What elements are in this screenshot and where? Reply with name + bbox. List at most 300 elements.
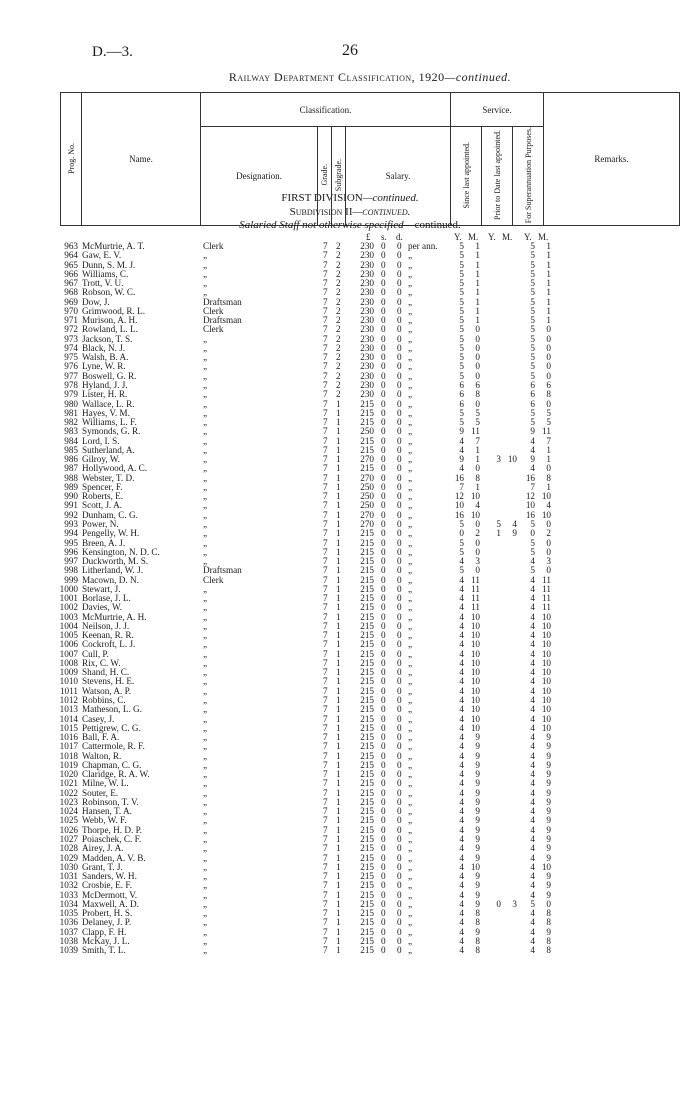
name: Murison, A. H. xyxy=(82,315,138,326)
salary-pence: 0 xyxy=(397,945,402,956)
since-months: 9 xyxy=(475,852,480,863)
subgrade: 1 xyxy=(336,454,341,465)
designation: „ xyxy=(203,528,208,539)
superannuation-header: For Superannuation Purposes. xyxy=(523,127,533,224)
super-months: 0 xyxy=(546,463,551,474)
designation: „ xyxy=(203,250,208,261)
since-months: 1 xyxy=(475,454,480,465)
salary-pounds: 250 xyxy=(360,426,374,437)
salary-pence: 0 xyxy=(397,268,402,279)
salary-period: „ xyxy=(408,463,413,474)
super-months: 11 xyxy=(542,426,551,437)
salary-pounds: 230 xyxy=(360,352,374,363)
prog-no: 991 xyxy=(64,500,78,511)
salary-shillings: 0 xyxy=(381,843,386,854)
salary-pounds: 215 xyxy=(360,880,374,891)
super-months: 10 xyxy=(541,667,551,678)
salary-pounds: 230 xyxy=(360,389,374,400)
super-years: 6 xyxy=(530,379,535,390)
grade: 7 xyxy=(323,611,328,622)
grade: 7 xyxy=(323,741,328,752)
salary-pounds: 250 xyxy=(360,481,374,492)
grade: 7 xyxy=(323,620,328,631)
super-months: 0 xyxy=(546,333,551,344)
since-months: 9 xyxy=(475,871,480,882)
salary-period: „ xyxy=(408,454,413,465)
super-years: 4 xyxy=(530,611,535,622)
subgrade: 1 xyxy=(336,537,341,548)
name-header: Name. xyxy=(129,154,153,165)
super-months: 10 xyxy=(541,630,551,641)
salary-pence: 0 xyxy=(397,491,402,502)
name: Rix, C. W. xyxy=(82,657,121,668)
since-years: 6 xyxy=(459,379,464,390)
salary-pounds: 215 xyxy=(360,704,374,715)
prog-no: 998 xyxy=(64,565,78,576)
since-months: 11 xyxy=(471,574,480,585)
super-years: 4 xyxy=(530,815,535,826)
prog-no: 983 xyxy=(64,426,78,437)
since-months: 8 xyxy=(475,917,480,928)
grade: 7 xyxy=(323,370,328,381)
name: Madden, A. V. B. xyxy=(82,852,146,863)
designation: „ xyxy=(203,259,208,270)
salary-pence: 0 xyxy=(397,750,402,761)
designation: Draftsman xyxy=(203,296,242,307)
salary-period: „ xyxy=(408,685,413,696)
subgrade: 2 xyxy=(336,296,341,307)
super-years: 5 xyxy=(530,518,535,529)
salary-period: „ xyxy=(408,630,413,641)
salary-pounds: 270 xyxy=(360,454,374,465)
since-months: 0 xyxy=(475,565,480,576)
salary-pounds: 215 xyxy=(360,676,374,687)
salary-shillings: 0 xyxy=(381,732,386,743)
salary-period: „ xyxy=(408,639,413,650)
super-months: 9 xyxy=(546,732,551,743)
salary-pence: 0 xyxy=(397,361,402,372)
since-months: 1 xyxy=(475,444,480,455)
subgrade: 1 xyxy=(336,398,341,409)
since-months: 9 xyxy=(475,806,480,817)
salary-pounds: 215 xyxy=(360,861,374,872)
salary-pence: 0 xyxy=(397,379,402,390)
super-months: 1 xyxy=(546,296,551,307)
salary-pence: 0 xyxy=(397,861,402,872)
since-months: 9 xyxy=(475,741,480,752)
salary-pounds: 215 xyxy=(360,556,374,567)
name: Casey, J. xyxy=(82,713,115,724)
prog-no-header: Prog. No. xyxy=(66,142,76,174)
name: Crosbie, E. F. xyxy=(82,880,133,891)
since-years: 4 xyxy=(459,463,464,474)
salary-pounds: 215 xyxy=(360,778,374,789)
salary-period: „ xyxy=(408,305,413,316)
grade: 7 xyxy=(323,935,328,946)
salary-pounds: 215 xyxy=(360,741,374,752)
salary-period: „ xyxy=(408,796,413,807)
name: Stewart, J. xyxy=(82,583,121,594)
super-years: 4 xyxy=(530,732,535,743)
salary-pounds: 230 xyxy=(360,379,374,390)
staff-note: Salaried Staff not otherwise specified xyxy=(239,219,404,231)
salary-period: „ xyxy=(408,398,413,409)
prog-no: 966 xyxy=(64,268,78,279)
since-years: 16 xyxy=(454,509,464,520)
salary-pence: 0 xyxy=(397,593,402,604)
since-months: 9 xyxy=(475,926,480,937)
salary-pence: 0 xyxy=(397,843,402,854)
grade: 7 xyxy=(323,407,328,418)
super-years: 4 xyxy=(530,574,535,585)
designation: „ xyxy=(203,537,208,548)
prog-no: 989 xyxy=(64,481,78,492)
salary-shillings: 0 xyxy=(381,556,386,567)
super-months: 1 xyxy=(546,454,551,465)
name: Cull, P. xyxy=(82,648,109,659)
salary-pence: 0 xyxy=(397,463,402,474)
salary-shillings: 0 xyxy=(381,454,386,465)
salary-pounds: 215 xyxy=(360,398,374,409)
salary-pence: 0 xyxy=(397,824,402,835)
salary-period: „ xyxy=(408,722,413,733)
subgrade: 1 xyxy=(336,713,341,724)
name: Gaw, E. V. xyxy=(82,250,122,261)
subgrade: 1 xyxy=(336,787,341,798)
salary-shillings: 0 xyxy=(381,676,386,687)
salary-pence: 0 xyxy=(397,417,402,428)
since-months: 10 xyxy=(470,722,480,733)
super-months: 0 xyxy=(546,352,551,363)
designation: „ xyxy=(203,389,208,400)
since-years: 5 xyxy=(459,352,464,363)
salary-shillings: 0 xyxy=(381,889,386,900)
super-months: 9 xyxy=(546,843,551,854)
subgrade: 1 xyxy=(336,695,341,706)
since-years: 4 xyxy=(459,796,464,807)
subgrade-header: Subgrade. xyxy=(334,159,343,192)
salary-shillings: 0 xyxy=(381,565,386,576)
super-years: 4 xyxy=(530,556,535,567)
salary-period: „ xyxy=(408,296,413,307)
super-months: 0 xyxy=(546,898,551,909)
salary-shillings: 0 xyxy=(381,824,386,835)
salary-shillings: 0 xyxy=(381,435,386,446)
grade: 7 xyxy=(323,463,328,474)
salary-period: „ xyxy=(408,352,413,363)
since-years: 4 xyxy=(459,611,464,622)
since-years: 4 xyxy=(459,630,464,641)
designation: „ xyxy=(203,342,208,353)
since-years: 16 xyxy=(454,472,464,483)
subgrade: 1 xyxy=(336,667,341,678)
name: Hayes, V. M. xyxy=(82,407,130,418)
salary-shillings: 0 xyxy=(381,704,386,715)
since-months: 9 xyxy=(475,898,480,909)
salary-pence: 0 xyxy=(397,435,402,446)
grade: 7 xyxy=(323,695,328,706)
title-main: Railway Department Classification, 1920 xyxy=(228,70,445,84)
prog-no: 1009 xyxy=(59,667,78,678)
salary-pounds: 215 xyxy=(360,769,374,780)
name: McKay, J. L. xyxy=(82,935,130,946)
name: Borlase, J. L. xyxy=(82,593,131,604)
name: Cockroft, L. J. xyxy=(82,639,136,650)
salary-shillings: 0 xyxy=(381,528,386,539)
since-months: 10 xyxy=(470,491,480,502)
salary-period: „ xyxy=(408,602,413,613)
salary-pounds: 215 xyxy=(360,806,374,817)
designation: „ xyxy=(203,426,208,437)
designation: Draftsman xyxy=(203,565,242,576)
subgrade: 1 xyxy=(336,583,341,594)
super-months: 0 xyxy=(546,565,551,576)
super-months: 1 xyxy=(546,305,551,316)
since-years: 5 xyxy=(459,278,464,289)
salary-pounds: 215 xyxy=(360,639,374,650)
salary-shillings: 0 xyxy=(381,639,386,650)
subgrade: 1 xyxy=(336,518,341,529)
subdivision-cont: —continued. xyxy=(352,206,411,218)
salary-shillings: 0 xyxy=(381,741,386,752)
prog-no: 1022 xyxy=(59,787,78,798)
salary-pounds: 215 xyxy=(360,796,374,807)
super-years: 5 xyxy=(530,324,535,335)
designation: „ xyxy=(203,759,208,770)
designation: Clerk xyxy=(203,574,224,585)
super-months: 9 xyxy=(546,871,551,882)
designation: „ xyxy=(203,546,208,557)
since-years: 5 xyxy=(459,324,464,335)
name: Kensington, N. D. C. xyxy=(82,546,160,557)
salary-pounds: 215 xyxy=(360,657,374,668)
salary-shillings: 0 xyxy=(381,407,386,418)
prog-no: 1000 xyxy=(59,583,78,594)
since-months: 1 xyxy=(475,250,480,261)
since-months: 8 xyxy=(475,945,480,956)
super-months: 10 xyxy=(541,509,551,520)
designation: „ xyxy=(203,769,208,780)
salary-pence: 0 xyxy=(397,917,402,928)
salary-shillings: 0 xyxy=(381,305,386,316)
designation: „ xyxy=(203,806,208,817)
prior-months: 10 xyxy=(507,454,517,465)
subgrade: 1 xyxy=(336,704,341,715)
salary-period: „ xyxy=(408,871,413,882)
super-years: 5 xyxy=(530,352,535,363)
since-years: 5 xyxy=(459,315,464,326)
name: Claridge, R. A. W. xyxy=(82,769,150,780)
salary-pounds: 230 xyxy=(360,361,374,372)
since-years: 4 xyxy=(459,908,464,919)
grade: 7 xyxy=(323,704,328,715)
prog-no: 971 xyxy=(64,315,78,326)
since-years: 4 xyxy=(459,778,464,789)
grade: 7 xyxy=(323,435,328,446)
salary-shillings: 0 xyxy=(381,593,386,604)
designation: „ xyxy=(203,370,208,381)
salary-pence: 0 xyxy=(397,509,402,520)
designation: „ xyxy=(203,278,208,289)
salary-shillings: 0 xyxy=(381,908,386,919)
super-years: 5 xyxy=(530,333,535,344)
name: Roberts, E. xyxy=(82,491,124,502)
salary-pounds: 230 xyxy=(360,370,374,381)
prog-no: 1012 xyxy=(59,695,78,706)
name: Maxwell, A. D. xyxy=(82,898,139,909)
name: Clapp, F. H. xyxy=(82,926,127,937)
since-years: 5 xyxy=(459,250,464,261)
salary-period: „ xyxy=(408,546,413,557)
salary-period: „ xyxy=(408,778,413,789)
super-years: 4 xyxy=(530,935,535,946)
super-years: 5 xyxy=(530,342,535,353)
grade: 7 xyxy=(323,713,328,724)
designation: „ xyxy=(203,518,208,529)
name: Robbins, C. xyxy=(82,695,126,706)
salary-shillings: 0 xyxy=(381,296,386,307)
subgrade: 1 xyxy=(336,602,341,613)
salary-shillings: 0 xyxy=(381,750,386,761)
since-years: 4 xyxy=(459,556,464,567)
name: Dow, J. xyxy=(82,296,110,307)
salary-pounds: 215 xyxy=(360,528,374,539)
name: Watson, A. P. xyxy=(82,685,132,696)
grade: 7 xyxy=(323,389,328,400)
super-months: 3 xyxy=(546,556,551,567)
name: Webb, W. F. xyxy=(82,815,127,826)
salary-pounds: 215 xyxy=(360,815,374,826)
name: Breen, A. J. xyxy=(82,537,126,548)
since-years: 4 xyxy=(459,667,464,678)
designation-header: Designation. xyxy=(201,127,318,226)
subgrade: 1 xyxy=(336,676,341,687)
grade: 7 xyxy=(323,843,328,854)
subgrade: 1 xyxy=(336,611,341,622)
salary-pounds: 230 xyxy=(360,259,374,270)
prog-no: 967 xyxy=(64,278,78,289)
since-years: 4 xyxy=(459,834,464,844)
since-years: 4 xyxy=(459,787,464,798)
grade: 7 xyxy=(323,500,328,511)
super-months: 9 xyxy=(546,750,551,761)
grade: 7 xyxy=(323,630,328,641)
designation: „ xyxy=(203,398,208,409)
grade: 7 xyxy=(323,296,328,307)
grade-header: Grade. xyxy=(320,164,329,186)
subgrade: 1 xyxy=(336,732,341,743)
super-months: 9 xyxy=(546,741,551,752)
super-years: 4 xyxy=(530,722,535,733)
salary-shillings: 0 xyxy=(381,787,386,798)
salary-shillings: 0 xyxy=(381,315,386,326)
super-months: 0 xyxy=(546,518,551,529)
salary-period: „ xyxy=(408,259,413,270)
salary-pence: 0 xyxy=(397,296,402,307)
prog-no: 997 xyxy=(64,556,78,567)
prog-no: 977 xyxy=(64,370,78,381)
salary-shillings: 0 xyxy=(381,472,386,483)
classification-header: Classification. xyxy=(201,93,451,127)
since-years: 4 xyxy=(459,657,464,668)
super-months: 0 xyxy=(546,370,551,381)
prog-no: 1006 xyxy=(59,639,78,650)
super-years: 4 xyxy=(530,806,535,817)
grade: 7 xyxy=(323,917,328,928)
salary-shillings: 0 xyxy=(381,657,386,668)
super-months: 0 xyxy=(546,361,551,372)
since-years: 4 xyxy=(459,824,464,835)
subgrade: 1 xyxy=(336,444,341,455)
designation: „ xyxy=(203,667,208,678)
super-months: 2 xyxy=(546,528,551,539)
grade: 7 xyxy=(323,426,328,437)
pound-unit: £ xyxy=(366,232,371,242)
subgrade: 1 xyxy=(336,917,341,928)
salary-shillings: 0 xyxy=(381,342,386,353)
designation: „ xyxy=(203,620,208,631)
salary-period: „ xyxy=(408,620,413,631)
salary-period: „ xyxy=(408,435,413,446)
prog-no: 1025 xyxy=(59,815,78,826)
super-months: 10 xyxy=(541,713,551,724)
since-months: 1 xyxy=(475,296,480,307)
subgrade: 2 xyxy=(336,361,341,372)
page-title xyxy=(200,70,540,85)
super-years: 5 xyxy=(530,278,535,289)
salary-period: „ xyxy=(408,648,413,659)
prog-no: 988 xyxy=(64,472,78,483)
name: Wallace, L. R. xyxy=(82,398,135,409)
since-months: 1 xyxy=(475,259,480,270)
since-years: 9 xyxy=(459,426,464,437)
designation: „ xyxy=(203,732,208,743)
prog-no: 963 xyxy=(64,241,78,251)
since-months: 0 xyxy=(475,537,480,548)
super-months: 9 xyxy=(546,926,551,937)
super-months: 10 xyxy=(541,657,551,668)
salary-pounds: 215 xyxy=(360,824,374,835)
salary-period: „ xyxy=(408,834,413,844)
super-months: 10 xyxy=(541,861,551,872)
salary-pence: 0 xyxy=(397,546,402,557)
super-years: 4 xyxy=(530,435,535,446)
grade: 7 xyxy=(323,815,328,826)
super-years: 5 xyxy=(530,546,535,557)
shilling-unit: s. xyxy=(381,232,387,242)
super-months: 10 xyxy=(541,685,551,696)
subgrade: 2 xyxy=(336,241,341,251)
since-months: 0 xyxy=(475,324,480,335)
prog-no: 984 xyxy=(64,435,78,446)
salary-period: „ xyxy=(408,417,413,428)
salary-pence: 0 xyxy=(397,639,402,650)
subgrade: 2 xyxy=(336,287,341,298)
salary-pence: 0 xyxy=(397,611,402,622)
since-years: 12 xyxy=(454,491,464,502)
salary-pounds: 215 xyxy=(360,852,374,863)
prior-months: 4 xyxy=(512,518,517,529)
super-years: 5 xyxy=(530,898,535,909)
salary-shillings: 0 xyxy=(381,250,386,261)
name: Lord, I. S. xyxy=(82,435,120,446)
salary-header: Salary. xyxy=(346,127,451,226)
salary-pounds: 215 xyxy=(360,917,374,928)
since-years: 5 xyxy=(459,361,464,372)
grade: 7 xyxy=(323,676,328,687)
since-months: 10 xyxy=(470,685,480,696)
staff-list xyxy=(0,242,700,955)
